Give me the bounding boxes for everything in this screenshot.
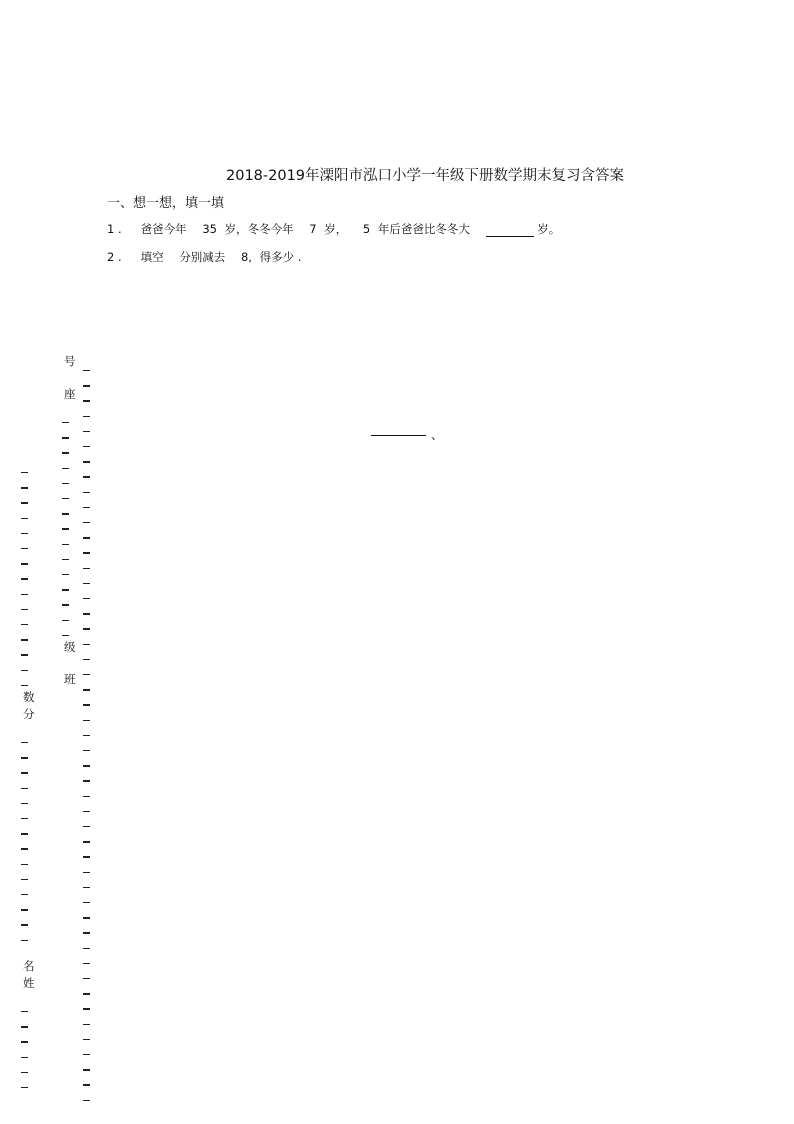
binding-dash: [21, 594, 28, 595]
binding-dash: [83, 507, 90, 508]
question-number-value: 5: [362, 222, 371, 236]
binding-dash: [21, 940, 28, 941]
binding-dash: [83, 628, 90, 629]
binding-dash: [83, 1024, 90, 1025]
binding-dash: [21, 533, 28, 534]
binding-dash: [62, 544, 69, 545]
binding-dash: [21, 518, 28, 519]
binding-dash: [83, 932, 90, 933]
binding-dash: [83, 613, 90, 614]
binding-dash: [83, 522, 90, 523]
question-number-value: 35: [202, 222, 217, 236]
binding-dash: [21, 1087, 28, 1088]
binding-dash: [83, 902, 90, 903]
binding-dash: [83, 598, 90, 599]
margin-label-class-2: 班: [64, 672, 76, 686]
binding-dash: [21, 818, 28, 819]
binding-dash: [83, 872, 90, 873]
binding-dash: [83, 750, 90, 751]
binding-dash: [21, 1011, 28, 1012]
binding-dash: [83, 1054, 90, 1055]
binding-dash: [21, 487, 28, 488]
binding-dash: [83, 1039, 90, 1040]
binding-dash: [62, 452, 69, 453]
binding-dash: [83, 552, 90, 553]
binding-dash: [83, 568, 90, 569]
binding-dash: [83, 978, 90, 979]
binding-dash: [21, 864, 28, 865]
binding-dash: [83, 826, 90, 827]
binding-dash: [83, 887, 90, 888]
binding-dash: [83, 1069, 90, 1070]
binding-dash: [62, 559, 69, 560]
binding-dash: [21, 502, 28, 503]
binding-dash: [83, 370, 90, 371]
binding-dash: [62, 589, 69, 590]
binding-dash: [21, 563, 28, 564]
binding-dash: [83, 385, 90, 386]
binding-dash: [83, 461, 90, 462]
question-text: 得多少 .: [259, 250, 302, 264]
binding-dash: [83, 765, 90, 766]
binding-dash: [83, 689, 90, 690]
question-text: 岁，冬冬今年: [224, 222, 294, 236]
question-number-value: 8,: [240, 250, 252, 264]
binding-dash: [21, 578, 28, 579]
binding-dash: [21, 548, 28, 549]
binding-dash: [21, 670, 28, 671]
binding-dash: [83, 704, 90, 705]
binding-dash: [62, 574, 69, 575]
binding-dash: [83, 780, 90, 781]
binding-dash: [21, 1057, 28, 1058]
margin-label-score-2: 分: [23, 707, 35, 721]
binding-dash: [83, 720, 90, 721]
binding-dash: [21, 742, 28, 743]
question-text: 年后爸爸比冬冬大: [377, 222, 470, 236]
binding-dash: [62, 437, 69, 438]
binding-dash: [83, 1084, 90, 1085]
binding-dash: [83, 811, 90, 812]
binding-dash: [21, 803, 28, 804]
binding-dash: [83, 1008, 90, 1009]
binding-dash: [83, 948, 90, 949]
binding-dash: [21, 1072, 28, 1073]
binding-dash: [21, 909, 28, 910]
binding-dash: [62, 483, 69, 484]
margin-label-name-2: 姓: [23, 976, 35, 990]
binding-dash: [83, 856, 90, 857]
binding-dash: [62, 468, 69, 469]
question-number: 1 .: [107, 222, 122, 236]
binding-dash: [83, 963, 90, 964]
question-text: 爸爸今年: [140, 222, 187, 236]
binding-dash: [83, 446, 90, 447]
binding-dash: [83, 796, 90, 797]
binding-dash: [21, 879, 28, 880]
binding-dash: [83, 492, 90, 493]
binding-dash: [83, 431, 90, 432]
binding-dash: [21, 833, 28, 834]
binding-dash: [83, 841, 90, 842]
question-number-value: 7: [309, 222, 317, 236]
binding-dash: [21, 685, 28, 686]
binding-dash: [83, 416, 90, 417]
margin-label-seat-2: 座: [64, 387, 76, 401]
binding-dash: [21, 848, 28, 849]
binding-dash: [21, 757, 28, 758]
binding-dash: [21, 609, 28, 610]
answer-blank[interactable]: [486, 222, 534, 237]
binding-dash: [21, 788, 28, 789]
question-text: 岁，: [324, 222, 348, 236]
binding-dash: [21, 624, 28, 625]
binding-dash: [21, 772, 28, 773]
binding-dash: [21, 1026, 28, 1027]
binding-dash: [83, 537, 90, 538]
binding-dash: [83, 993, 90, 994]
answer-blank[interactable]: [371, 435, 426, 436]
binding-dash: [83, 644, 90, 645]
page-title: 2018-2019年溧阳市泓口小学一年级下册数学期末复习含答案: [226, 168, 625, 184]
margin-label-score-1: 数: [23, 690, 35, 704]
binding-dash: [21, 472, 28, 473]
binding-dash: [62, 498, 69, 499]
binding-dash: [83, 659, 90, 660]
binding-dash: [83, 735, 90, 736]
margin-label-name-1: 名: [23, 959, 35, 973]
binding-dash: [21, 894, 28, 895]
binding-dash: [62, 513, 69, 514]
binding-dash: [21, 639, 28, 640]
binding-dash: [83, 400, 90, 401]
binding-dash: [83, 674, 90, 675]
binding-dash: [21, 924, 28, 925]
binding-dash: [62, 422, 69, 423]
question-suffix: 岁。: [537, 222, 561, 236]
binding-dash: [21, 654, 28, 655]
question-text: 分别减去: [179, 250, 226, 264]
binding-dash: [83, 917, 90, 918]
binding-dash: [62, 528, 69, 529]
binding-dash: [62, 620, 69, 621]
binding-dash: [83, 476, 90, 477]
blank-mark: 、: [431, 428, 444, 442]
question-2: [107, 249, 301, 265]
binding-dash: [62, 635, 69, 636]
binding-dash: [62, 604, 69, 605]
question-number: 2 .: [107, 250, 122, 264]
binding-dash: [83, 583, 90, 584]
question-text: 填空: [140, 250, 164, 264]
binding-dash: [21, 1041, 28, 1042]
margin-label-seat-1: 号: [64, 354, 76, 368]
section-heading: 一、想一想，填一填: [107, 196, 225, 211]
question-1: [107, 221, 560, 237]
margin-label-class-1: 级: [64, 640, 76, 654]
binding-dash: [83, 1100, 90, 1101]
